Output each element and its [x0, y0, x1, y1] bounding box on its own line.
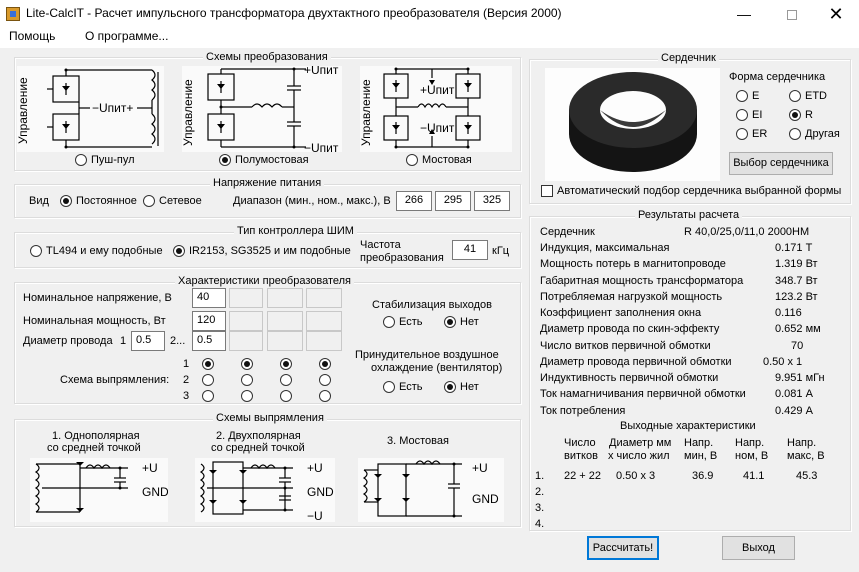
core-shape-title: Форма сердечника: [729, 71, 826, 83]
rect-s3-title: 3. Мостовая: [387, 435, 449, 447]
stab-no-radio[interactable]: [444, 316, 456, 328]
rect-out4-s1-radio[interactable]: [319, 358, 331, 370]
header-turns-2: витков: [564, 450, 598, 462]
supply-const-radio[interactable]: [60, 195, 72, 207]
stab-yes-label: Есть: [399, 316, 423, 328]
pwm-title: Тип контроллера ШИМ: [234, 225, 357, 237]
supply-title: Напряжение питания: [210, 177, 324, 189]
pwm-ir2153-radio[interactable]: [173, 245, 185, 257]
scheme-half-bridge-radio[interactable]: [219, 154, 231, 166]
rect-row-3-num: 3: [183, 390, 190, 402]
push-pull-schematic: [17, 66, 164, 152]
nom-voltage-input-3[interactable]: [267, 288, 303, 308]
result-magnetizing-current-label: Ток намагничивания первичной обмотки: [540, 388, 746, 400]
core-title: Сердечник: [658, 52, 719, 64]
core-shape-other-radio[interactable]: [789, 128, 801, 140]
core-shape-ei-label: EI: [752, 109, 763, 121]
supply-min-input[interactable]: 266: [396, 191, 432, 211]
exit-button[interactable]: Выход: [722, 536, 795, 560]
pwm-freq-label-2: преобразования: [360, 252, 444, 264]
header-turns-1: Число: [564, 437, 596, 449]
rect-s1-plus-label: +U: [142, 461, 158, 475]
output-row-2-num: 2.: [535, 486, 545, 498]
core-shape-etd-radio[interactable]: [789, 90, 801, 102]
core-shape-ei-radio[interactable]: [736, 109, 748, 121]
result-induction-value: 0.171 Т: [775, 242, 813, 254]
full-bridge-control-label: Управление: [360, 79, 373, 146]
rect-s1-gnd-label: GND: [142, 485, 168, 499]
rect-scheme-2-diagram: [195, 458, 335, 522]
result-magnetizing-current-value: 0.081 А: [775, 388, 813, 400]
rect-out2-s1-radio[interactable]: [241, 358, 253, 370]
rect-scheme-1-schematic: [30, 458, 168, 522]
result-primary-wire-value: 0.50 x 1: [763, 356, 803, 368]
core-shape-r-label: R: [805, 109, 813, 121]
result-inductance-value: 9.951 мГн: [775, 372, 825, 384]
result-core-label: Сердечник: [540, 226, 595, 238]
wire-5-input[interactable]: [306, 331, 342, 351]
supply-nom-input[interactable]: 295: [435, 191, 471, 211]
rect-out4-s2-radio[interactable]: [319, 374, 331, 386]
wire-3-input[interactable]: [229, 331, 263, 351]
supply-mains-label: Сетевое: [159, 195, 202, 207]
fan-yes-label: Есть: [399, 381, 423, 393]
output-row-4-num: 4.: [535, 518, 545, 530]
rect-s2-gnd-label: GND: [307, 485, 334, 499]
window-title: Lite-CalcIT - Расчет импульсного трансформатора двухтактного преобразователя (Версия 2000): [26, 6, 562, 20]
push-pull-diagram: [17, 66, 164, 152]
minimize-button[interactable]: —: [737, 6, 751, 22]
app-icon: [6, 7, 20, 21]
schemes-title: Схемы преобразования: [203, 51, 331, 63]
rect-s1-line2: со средней точкой: [47, 442, 141, 454]
rect-scheme-3-diagram: [358, 458, 504, 522]
output-title: Выходные характеристики: [620, 420, 756, 432]
half-bridge-diagram: [182, 66, 342, 152]
core-shape-e-label: E: [752, 90, 760, 102]
auto-core-label: Автоматический подбор сердечника выбранной формы: [557, 185, 842, 197]
core-shape-r-radio[interactable]: [789, 109, 801, 121]
stab-yes-radio[interactable]: [383, 316, 395, 328]
stab-title: Стабилизация выходов: [372, 299, 492, 311]
header-vmax-2: макс, В: [787, 450, 825, 462]
fan-no-radio[interactable]: [444, 381, 456, 393]
pwm-freq-input[interactable]: 41: [452, 240, 488, 260]
result-window-fill-label: Коэффициент заполнения окна: [540, 307, 702, 319]
select-core-button[interactable]: Выбор сердечника: [729, 152, 833, 175]
supply-kind-label: Вид: [29, 195, 49, 207]
rect-s3-gnd-label: GND: [472, 492, 499, 506]
wire-2-label: 2...: [170, 335, 186, 347]
pwm-freq-unit: кГц: [492, 245, 510, 257]
supply-max-input[interactable]: 325: [474, 191, 510, 211]
result-load-power-value: 123.2 Вт: [775, 291, 818, 303]
result-gabarit-power-label: Габаритная мощность трансформатора: [540, 275, 744, 287]
result-skin-diameter-value: 0.652 мм: [775, 323, 821, 335]
full-bridge-minus-label: −Uпит: [420, 121, 455, 135]
nom-voltage-input[interactable]: 40: [192, 288, 226, 308]
header-vmin-1: Напр.: [684, 437, 714, 449]
result-inductance-label: Индуктивность первичной обмотки: [540, 372, 719, 384]
result-gabarit-power-value: 348.7 Вт: [775, 275, 818, 287]
result-skin-diameter-label: Диаметр провода по скин-эффекту: [540, 323, 720, 335]
core-image: [545, 68, 720, 181]
rect-row-2-num: 2: [183, 374, 190, 386]
output-row-1-turns: 22 + 22: [564, 470, 602, 482]
rect-row-1-num: 1: [183, 358, 190, 370]
output-row-3-num: 3.: [535, 502, 545, 514]
wire-label: Диаметр провода: [23, 335, 113, 347]
rectifiers-title: Схемы выпрямления: [213, 412, 327, 424]
auto-core-checkbox[interactable]: [541, 185, 553, 197]
wire-4-input[interactable]: [267, 331, 303, 351]
calculate-button[interactable]: Рассчитать!: [587, 536, 659, 560]
rect-s2-plus-label: +U: [307, 461, 323, 475]
output-row-1-vnom: 41.1: [743, 470, 765, 482]
rect-out2-s3-radio[interactable]: [241, 390, 253, 402]
nom-power-input[interactable]: 120: [192, 311, 226, 331]
nom-power-input-2[interactable]: [229, 311, 263, 331]
rect-out2-s2-radio[interactable]: [241, 374, 253, 386]
output-row-1-num: 1.: [535, 470, 545, 482]
output-row-1-wire: 0.50 x 3: [616, 470, 656, 482]
pwm-freq-label-1: Частота: [360, 239, 401, 251]
pwm-tl494-radio[interactable]: [30, 245, 42, 257]
rect-out1-s2-radio[interactable]: [202, 374, 214, 386]
result-core-value: R 40,0/25,0/11,0 2000НМ: [684, 226, 810, 238]
close-button[interactable]: ✕: [828, 4, 844, 24]
results-title: Результаты расчета: [635, 209, 742, 221]
half-bridge-plus-label: +Uпит: [304, 66, 339, 77]
nom-voltage-label: Номинальное напряжение, В: [23, 292, 172, 304]
rect-scheme-label: Схема выпрямления:: [60, 374, 170, 386]
nom-voltage-input-4[interactable]: [306, 288, 342, 308]
scheme-push-pull-radio[interactable]: [75, 154, 87, 166]
full-bridge-diagram: [360, 66, 512, 152]
toroid-core-image: [545, 68, 720, 181]
rect-scheme-1-diagram: [30, 458, 168, 522]
nom-power-input-3[interactable]: [267, 311, 303, 331]
result-consumption-current-label: Ток потребления: [540, 405, 626, 417]
half-bridge-control-label: Управление: [182, 79, 195, 146]
rect-scheme-2-schematic: [195, 458, 335, 522]
nom-power-input-4[interactable]: [306, 311, 342, 331]
header-vmax-1: Напр.: [787, 437, 817, 449]
rect-scheme-3-schematic: [358, 458, 504, 522]
scheme-push-pull-label: Пуш-пул: [91, 154, 135, 166]
menu-about[interactable]: О программе...: [85, 29, 169, 43]
result-window-fill-value: 0.116: [775, 307, 802, 319]
wire-1-label: 1: [120, 335, 127, 347]
core-shape-etd-label: ETD: [805, 90, 827, 102]
characteristics-title: Характеристики преобразователя: [175, 275, 354, 287]
push-pull-supply-label: −Uпит+: [92, 101, 134, 115]
core-shape-other-label: Другая: [805, 128, 840, 140]
output-row-1-vmax: 45.3: [796, 470, 818, 482]
result-core-loss-value: 1.319 Вт: [775, 258, 818, 270]
core-shape-er-label: ER: [752, 128, 768, 140]
rect-out4-s3-radio[interactable]: [319, 390, 331, 402]
supply-range-label: Диапазон (мин., ном., макс.), В: [233, 195, 391, 207]
full-bridge-plus-label: +Uпит: [420, 83, 455, 97]
rect-s1-line1: 1. Однополярная: [52, 430, 140, 442]
maximize-button[interactable]: [769, 0, 815, 28]
header-wire-2: x число жил: [608, 450, 670, 462]
result-primary-wire-label: Диаметр провода первичной обмотки: [540, 356, 732, 368]
fan-title-2: охлаждение (вентилятор): [371, 362, 503, 374]
scheme-half-bridge-label: Полумостовая: [235, 154, 309, 166]
nom-voltage-input-2[interactable]: [229, 288, 263, 308]
full-bridge-schematic: [360, 66, 512, 152]
pwm-ir2153-label: IR2153, SG3525 и им подобные: [189, 245, 351, 257]
rect-s2-minus-label: −U: [307, 509, 323, 522]
header-vnom-1: Напр.: [735, 437, 765, 449]
fan-title-1: Принудительное воздушное: [355, 349, 499, 361]
header-vnom-2: ном, В: [735, 450, 769, 462]
fan-no-label: Нет: [460, 381, 479, 393]
output-row-1-vmin: 36.9: [692, 470, 714, 482]
stab-no-label: Нет: [460, 316, 479, 328]
rect-out1-s3-radio[interactable]: [202, 390, 214, 402]
result-primary-turns-value: 70: [791, 340, 804, 352]
header-wire-1: Диаметр мм: [609, 437, 672, 449]
rect-out3-s2-radio[interactable]: [280, 374, 292, 386]
nom-power-label: Номинальная мощность, Вт: [23, 315, 166, 327]
result-core-loss-label: Мощность потерь в магнитопроводе: [540, 258, 726, 270]
rect-out3-s3-radio[interactable]: [280, 390, 292, 402]
fan-yes-radio[interactable]: [383, 381, 395, 393]
half-bridge-minus-label: −Uпит: [304, 141, 339, 152]
core-shape-er-radio[interactable]: [736, 128, 748, 140]
rect-out3-s1-radio[interactable]: [280, 358, 292, 370]
wire-2-input[interactable]: 0.5: [192, 331, 226, 351]
menu-help[interactable]: Помощь: [9, 29, 56, 43]
pwm-tl494-label: TL494 и ему подобные: [46, 245, 163, 257]
result-consumption-current-value: 0.429 А: [775, 405, 813, 417]
rect-out1-s1-radio[interactable]: [202, 358, 214, 370]
half-bridge-schematic: [182, 66, 342, 152]
result-induction-label: Индукция, максимальная: [540, 242, 670, 254]
result-load-power-label: Потребляемая нагрузкой мощность: [540, 291, 723, 303]
wire-1-input[interactable]: 0.5: [131, 331, 165, 351]
supply-const-label: Постоянное: [76, 195, 137, 207]
scheme-full-bridge-label: Мостовая: [422, 154, 472, 166]
scheme-full-bridge-radio[interactable]: [406, 154, 418, 166]
result-primary-turns-label: Число витков первичной обмотки: [540, 340, 711, 352]
rect-s2-line1: 2. Двухполярная: [216, 430, 301, 442]
core-shape-e-radio[interactable]: [736, 90, 748, 102]
rect-s2-line2: со средней точкой: [211, 442, 305, 454]
rect-s3-plus-label: +U: [472, 461, 488, 475]
supply-mains-radio[interactable]: [143, 195, 155, 207]
push-pull-control-label: Управление: [17, 77, 30, 144]
header-vmin-2: мин, В: [684, 450, 718, 462]
